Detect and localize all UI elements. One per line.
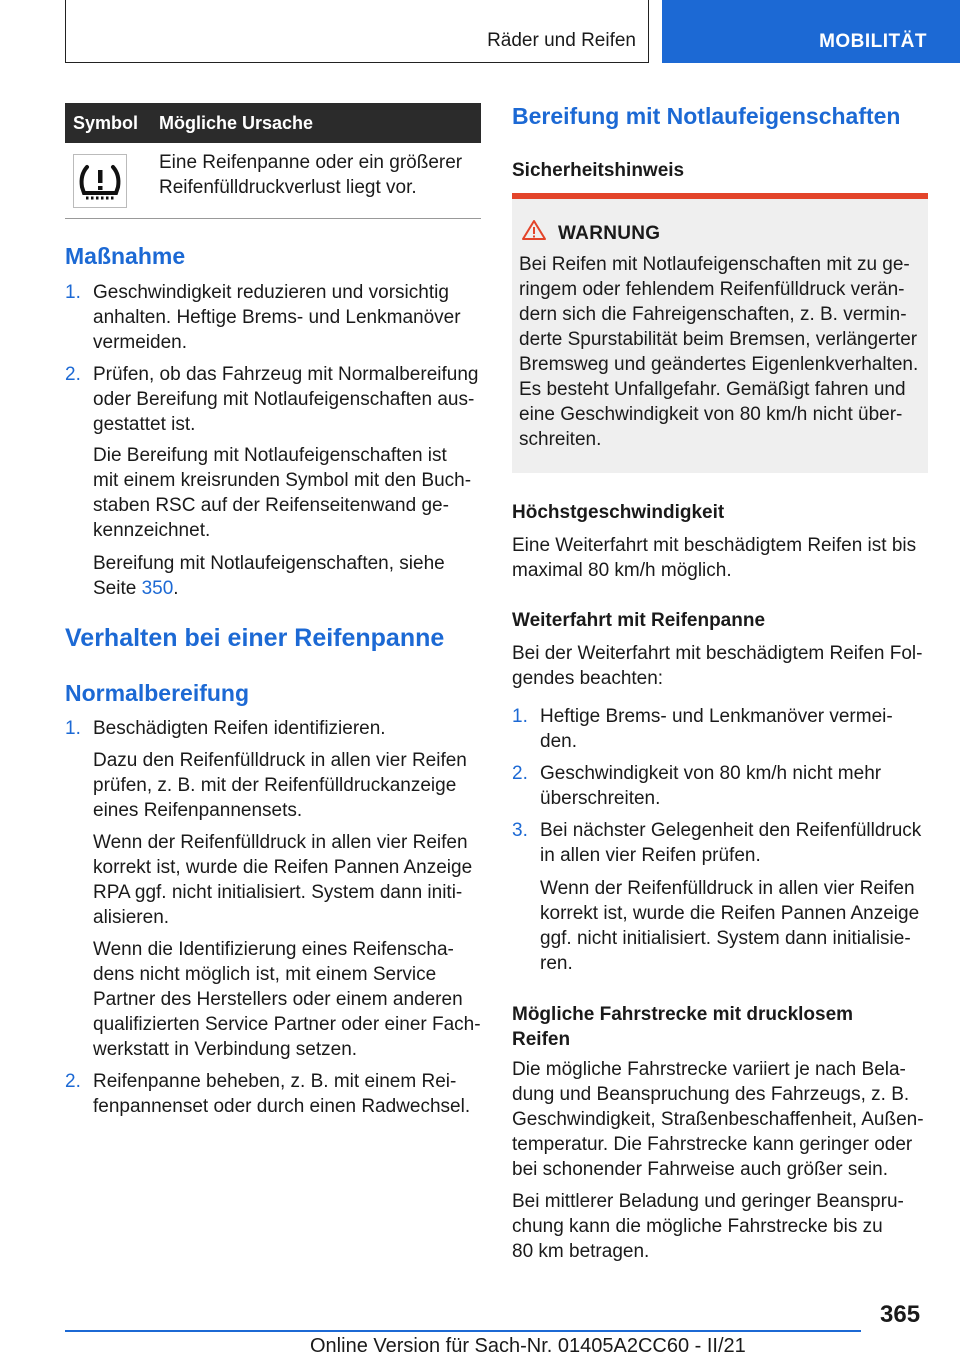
text-line: dens nicht möglich ist, mit einem Service <box>93 964 437 985</box>
text-line: mit einem kreisrunden Symbol mit den Buch- <box>93 470 472 491</box>
paragraph <box>512 641 922 691</box>
text-fragment: . <box>173 578 179 599</box>
heading-line: Reifen <box>512 1029 571 1050</box>
list-number: 2. <box>512 763 528 784</box>
text-line: werkstatt in Verbindung setzen. <box>93 1039 358 1060</box>
text-line: ren. <box>540 953 573 974</box>
text-line: staben RSC auf der Reifenseitenwand ge- <box>93 495 449 516</box>
text-fragment: Seite <box>93 578 142 599</box>
list-number: 1. <box>512 706 528 727</box>
text-line: eine Geschwindigkeit von 80 km/h nicht über- <box>519 404 903 425</box>
list-line: Reifenpanne beheben, z. B. mit einem Rei- <box>93 1071 457 1092</box>
text-line: Wenn die Identifizierung eines Reifenscha- <box>93 939 454 960</box>
text-line: Partner des Herstellers oder einem anderen <box>93 989 463 1010</box>
text-line: maximal 80 km/h möglich. <box>512 560 732 581</box>
text-line: Bei mittlerer Beladung und geringer Beanspru- <box>512 1191 904 1212</box>
text-line: alisieren. <box>93 907 170 928</box>
rsc-heading: Bereifung mit Notlaufeigenschaften <box>512 103 901 129</box>
footer-rule <box>65 1330 861 1332</box>
text-line <box>93 576 445 601</box>
col-cause: Mögliche Ursache <box>159 113 314 133</box>
warning-label: WARNUNG <box>558 223 661 244</box>
text-line: Es besteht Unfallgefahr. Gemäßigt fahren und <box>519 379 906 400</box>
paragraph <box>540 876 919 976</box>
list-line: vermeiden. <box>93 332 187 353</box>
text-line: Bei der Weiterfahrt mit beschädigtem Reifen Fol- <box>512 643 923 664</box>
list-line: Beschädigten Reifen identifizieren. <box>93 718 386 739</box>
text-line: 80 km betragen. <box>512 1241 650 1262</box>
list-line: anhalten. Heftige Brems- und Lenkmanöver <box>93 307 461 328</box>
text-line: Die Bereifung mit Notlaufeigenschaften ist <box>93 445 447 466</box>
paragraph <box>93 443 471 543</box>
text-line: Eine Weiterfahrt mit beschädigtem Reifen ist bis <box>512 535 917 556</box>
col-symbol: Symbol <box>73 113 139 133</box>
text-line: bei schonender Fahrweise auch größer sein. <box>512 1159 888 1180</box>
list-number: 1. <box>65 282 81 303</box>
text-line: gendes beachten: <box>512 668 664 689</box>
table-cause-line: Reifenfülldruckverlust liegt vor. <box>159 177 417 198</box>
text-line: korrekt ist, wurde die Reifen Pannen Anzeige <box>540 903 920 924</box>
normalbereifung-heading: Normalbereifung <box>65 680 250 706</box>
list-number: 3. <box>512 820 528 841</box>
text-line: Dazu den Reifenfülldruck in allen vier Reifen <box>93 750 467 771</box>
header-section-title: Räder und Reifen <box>487 30 636 51</box>
list-number: 1. <box>65 718 81 739</box>
paragraph <box>512 533 916 583</box>
paragraph <box>512 1189 904 1264</box>
footer-text: Online Version für Sach-Nr. 01405A2CC60 - II/21 <box>310 1335 746 1357</box>
text-line: Bereifung mit Notlaufeigenschaften, siehe <box>93 553 445 574</box>
tire-pressure-warning-icon <box>73 154 127 208</box>
warning-text <box>519 252 924 452</box>
list-number: 2. <box>65 1071 81 1092</box>
text-line: Bremsweg und geändertes Eigenlenkverhalten. <box>519 354 919 375</box>
list-line: fenpannenset oder durch einen Radwechsel. <box>93 1096 471 1117</box>
list-line: Heftige Brems- und Lenkmanöver vermei- <box>540 706 893 727</box>
list-line: Bei nächster Gelegenheit den Reifenfülldruck <box>540 820 922 841</box>
text-line: dung und Beanspruchung des Fahrzeugs, z. B. <box>512 1084 910 1105</box>
massnahme-heading: Maßnahme <box>65 243 186 269</box>
text-line: kennzeichnet. <box>93 520 211 541</box>
header-chapter-label: MOBILITÄT <box>819 31 927 52</box>
text-line: prüfen, z. B. mit der Reifenfülldruckanzeige <box>93 775 457 796</box>
list-line: oder Bereifung mit Notlaufeigenschaften aus- <box>93 389 475 410</box>
text-line: korrekt ist, wurde die Reifen Pannen Anzeige <box>93 857 473 878</box>
warning-triangle-icon <box>521 219 547 248</box>
table-rule <box>65 218 481 219</box>
paragraph <box>93 551 445 601</box>
table-cause-line: Eine Reifenpanne oder ein größerer <box>159 152 463 173</box>
continue-heading: Weiterfahrt mit Reifenpanne <box>512 610 766 631</box>
text-line: ringem oder fehlendem Reifenfülldruck verän- <box>519 279 905 300</box>
text-line: ggf. nicht initialisiert. System dann initialisie- <box>540 928 911 949</box>
heading-line: Mögliche Fahrstrecke mit drucklosem <box>512 1004 854 1025</box>
verhalten-heading: Verhalten bei einer Reifenpanne <box>65 624 445 652</box>
list-line: überschreiten. <box>540 788 661 809</box>
text-line: schreiten. <box>519 429 602 450</box>
text-line: Wenn der Reifenfülldruck in allen vier Reifen <box>540 878 915 899</box>
list-line: gestattet ist. <box>93 414 196 435</box>
paragraph <box>93 937 481 1062</box>
list-line: Geschwindigkeit von 80 km/h nicht mehr <box>540 763 882 784</box>
text-line: chung kann die mögliche Fahrstrecke bis zu <box>512 1216 883 1237</box>
list-number: 2. <box>65 364 81 385</box>
paragraph <box>93 748 467 823</box>
table-cause-text <box>159 150 479 200</box>
page-link[interactable]: 350 <box>141 578 174 599</box>
text-line: derte Spurstabilität beim Bremsen, verlängerter <box>519 329 918 350</box>
speed-heading: Höchstgeschwindigkeit <box>512 502 725 523</box>
list-line: den. <box>540 731 577 752</box>
list-line: in allen vier Reifen prüfen. <box>540 845 761 866</box>
paragraph <box>512 1057 924 1182</box>
symbol-table-header <box>65 103 481 143</box>
text-line: dern sich die Fahreigenschaften, z. B. vermin- <box>519 304 907 325</box>
header-chapter-tab[interactable] <box>662 0 960 63</box>
text-line: Die mögliche Fahrstrecke variiert je nach Bela- <box>512 1059 906 1080</box>
text-line: Bei Reifen mit Notlaufeigenschaften mit zu ge- <box>519 254 910 275</box>
text-line: qualifizierten Service Partner oder einer Fach- <box>93 1014 481 1035</box>
text-line: Geschwindigkeit, Straßenbeschaffenheit, Außen- <box>512 1109 924 1130</box>
text-line: Wenn der Reifenfülldruck in allen vier Reifen <box>93 832 468 853</box>
range-heading <box>512 1002 853 1052</box>
page-number: 365 <box>880 1301 921 1328</box>
text-line: eines Reifenpannensets. <box>93 800 303 821</box>
paragraph <box>93 830 472 930</box>
safety-heading: Sicherheitshinweis <box>512 160 685 181</box>
list-line: Prüfen, ob das Fahrzeug mit Normalbereifung <box>93 364 479 385</box>
text-line: temperatur. Die Fahrstrecke kann geringer oder <box>512 1134 913 1155</box>
list-line: Geschwindigkeit reduzieren und vorsichtig <box>93 282 449 303</box>
text-line: RPA ggf. nicht initialisiert. System dann initi- <box>93 882 463 903</box>
